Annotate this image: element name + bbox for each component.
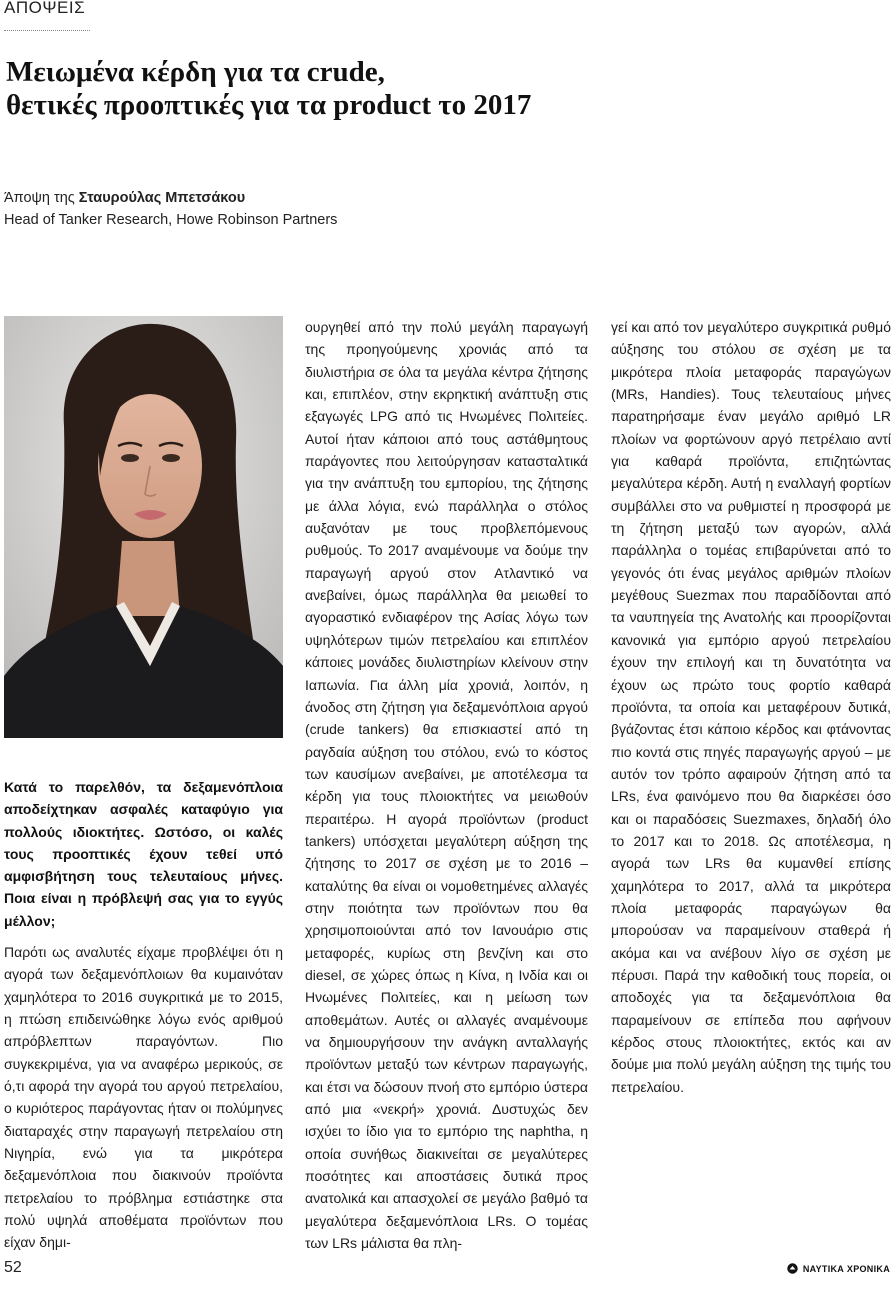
section-divider [4, 30, 90, 31]
author-portrait [4, 316, 283, 738]
body-column-1: Παρότι ως αναλυτές είχαμε προβλέψει ότι η αγορά των δεξαμενόπλοιων θα κυμαινόταν χαμηλότερα το 2016 συγκριτικά με το 2015, η πτώση επιδεινώθηκε λόγω ενός αριθμού απρόβλεπτων παραγόντων. Πιο συγκεκριμένα, για να αναφέρω μερικούς, σε ό,τι αφορά την αγορά του αργού πετρελαίου, ο κυριότερος παράγοντας ήταν οι πολύμηνες διαταραχές στην παραγωγή πετρελαίου στη Νιγηρία, ενώ για τα μικρότερα δεξαμενόπλοια που διακινούν προϊόντα πετρελαίου το πρόβλημα εστιάστηκε στα πολύ υψηλά αποθέματα προϊόντων που είχαν δημι- [4, 944, 283, 1251]
author-name: Σταυρούλας Μπετσάκου [78, 190, 246, 206]
page-number: 52 [4, 1259, 22, 1276]
interview-question: Κατά το παρελθόν, τα δεξαμενόπλοια αποδείχτηκαν ασφαλές καταφύγιο για πολλούς ιδιοκτήτες. Ωστόσο, οι καλές τους προοπτικές έχουν τεθεί υπό αμφισβήτηση τους τελευταίους μήνες. Ποια είναι η πρόβλεψή σας για το εγγύς μέλλον; [4, 779, 283, 929]
article-headline [6, 56, 766, 122]
body-column-3: γεί και από τον μεγαλύτερο συγκριτικά ρυθμό αύξησης του στόλου σε σχέση με τα μικρότερα πλοία μεταφοράς παραγώγων (MRs, Handies). Τους τελευταίους μήνες παρατηρήσαμε έναν μεγάλο αριθμό LR πλοίων να φορτώνουν αργό πετρέλαιο αντί για καθαρά προϊόντα, επιζητώντας μεγαλύτερα κέρδη. Αυτή η εναλλαγή φορτίων συμβάλλει στο να ρυθμιστεί η προσφορά με τη ζήτηση μεταξύ των αγορών, αλλά παράλληλα ο τομέας επιβαρύνεται από το γεγονός ότι ένας μεγάλος αριθμών πλοίων μεγέθους Suezmax που παραδίδονται από τα ναυπηγεία της Ανατολής και προορίζονται κανονικά για εμπόριο αργού πετρελαίου έχουν την επιλογή και τη δυνατότητα να έχουν ως πρώτο τους φορτίο καθαρά προϊόντα, τα οποία και μεταφέρουν δυτικά, βγάζοντας έτσι κάποιο κέρδος και φτάνοντας πιο κοντά στις πηγές παραγωγής αργού – με αυτόν τον τρόπο αφαιρούν ζήτηση από τα LRs, ένα φαινόμενο που θα διαρκέσει όσο και οι παραδόσεις Suezmaxes, δηλαδή όλο το 2017 και το 2018. Ως αποτέλεσμα, η αγορά των LRs θα κυμανθεί επίσης χαμηλότερα το 2017, αλλά τα μικρότερα πλοία μεταφοράς παραγώγων θα μπορούσαν να παραμείνουν σταθερά ή ακόμα και να ανέβουν λίγο σε σχέση με πέρυσι. Παρά την καθοδική τους πορεία, οι αποδοχές για τα δεξαμενόπλοια θα παραμείνουν σε επίπεδα που αφήνουν κέρδος στους πλοιοκτήτες, εκτός και αν δούμε μια πολύ μεγάλη αύξηση της τιμής του πετρελαίου. [611, 319, 891, 1095]
author-byline [4, 187, 337, 231]
section-label: ΑΠΟΨΕΙΣ [4, 0, 86, 17]
brand-logo-icon [787, 1263, 798, 1274]
headline-line-2: θετικές προοπτικές για τα product το 2017 [6, 89, 532, 121]
body-column-2: ουργηθεί από την πολύ μεγάλη παραγωγή της προηγούμενης χρονιάς από τα διυλιστήρια σε όλα τα μεγάλα κέντρα ζήτησης και, επιπλέον, στην εκρηκτική ανάπτυξη στις εξαγωγές LPG από τις Ηνωμένες Πολιτείες. Αυτοί ήταν κάποιοι από τους αστάθμητους παράγοντες που λειτούργησαν κατασταλτικά για την ανάπτυξη του εμπορίου, της ζήτησης με άλλα λόγια, ενώ παράλληλα ο στόλος αυξανόταν με τους προβλεπόμενους ρυθμούς. Το 2017 αναμένουμε να δούμε την παραγωγή αργού στον Ατλαντικό να ανεβαίνει, όμως παράλληλα θα μειωθεί το αγοραστικό ενδιαφέρον της Ασίας λόγω των υψηλότερων τιμών πετρελαίου και επιπλέον κάποιες μονάδες διυλιστηρίων κλείνουν στην Ιαπωνία. Για άλλη μία χρονιά, λοιπόν, η άνοδος στη ζήτηση για δεξαμενόπλοια αργού (crude tankers) θα επισκιαστεί από τη ραγδαία αύξηση του στόλου, ενώ το κόστος των καυσίμων ανεβαίνει, με αποτέλεσμα τα κέρδη για τους πλοιοκτήτες να μειωθούν περαιτέρω. Η αγορά προϊόντων (product tankers) υπόσχεται μεγαλύτερη αύξηση της ζήτησης το 2017 σε σχέση με το 2016 – καταλύτης θα είναι οι νομοθετημένες αλλαγές στην ποιότητα των προϊόντων που θα χρησιμοποιούνται από τον Ιανουάριο στις μεταφορές, κυρίως στη βενζίνη και στο diesel, σε χώρες όπως η Κίνα, η Ινδία και οι Ηνωμένες Πολιτείες, και η μείωση των αποθεμάτων. Αυτές οι αλλαγές αναμένουμε να δημιουργήσουν την ανάγκη ανταλλαγής προϊόντων μεταξύ των κέντρων παραγωγής, και έτσι να δώσουν πνοή στο εμπόριο ύστερα από μια «νεκρή» χρονιά. Δυστυχώς δεν ισχύει το ίδιο για το εμπόριο της naphtha, η οποία συνήθως διακινείται σε μεγαλύτερες ποσότητες και αποστάσεις δυτικά προς ανατολικά και απασχολεί σε μεγάλο βαθμό τα μεγαλύτερα δεξαμενόπλοια LRs. Ο τομέας των LRs μάλιστα θα πλη- [305, 319, 588, 1252]
headline-line-1: Μειωμένα κέρδη για τα crude, [6, 56, 385, 88]
author-line [4, 187, 337, 209]
footer-brand [787, 1263, 890, 1274]
brand-name: ΝΑΥΤΙΚΑ ΧΡΟΝΙΚΑ [802, 1263, 890, 1274]
author-prefix: Άποψη της [4, 190, 79, 206]
portrait-photo-icon [4, 316, 283, 738]
author-role: Head of Tanker Research, Howe Robinson Partners [4, 212, 338, 228]
